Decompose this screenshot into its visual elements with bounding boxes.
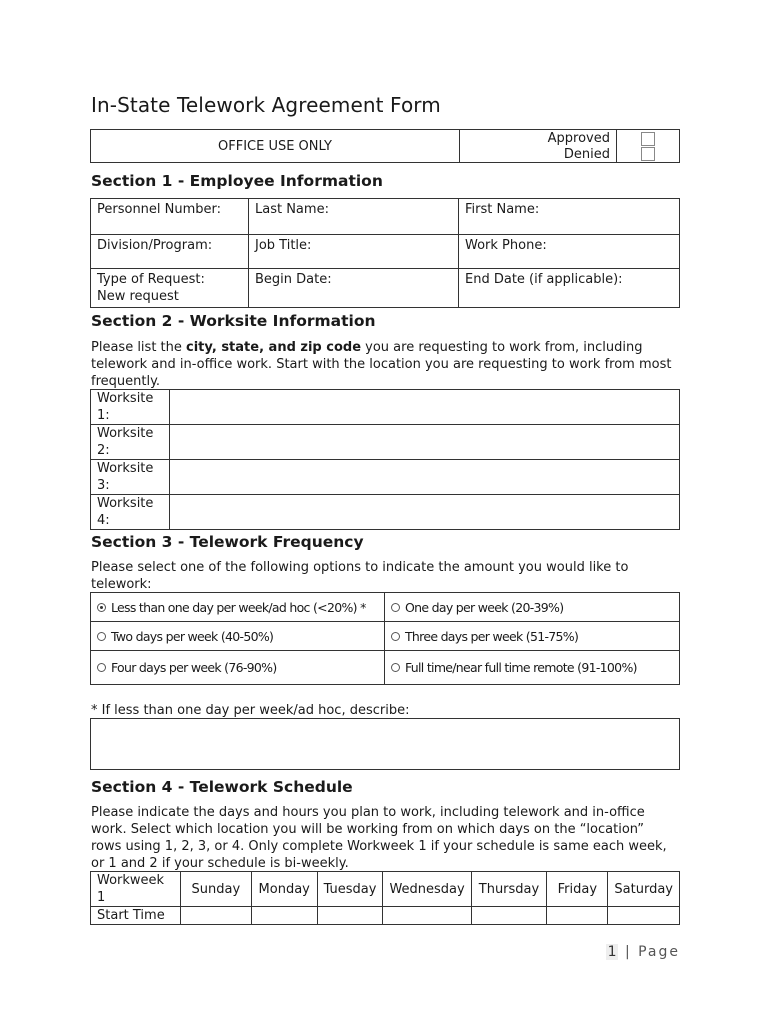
section2-heading: Section 2 - Worksite Information — [91, 312, 376, 330]
page-title: In-State Telework Agreement Form — [91, 93, 441, 117]
start-time-input[interactable] — [608, 907, 680, 925]
option-full-time[interactable]: Full time/near full time remote (91-100%) — [385, 651, 680, 685]
section2-intro: Please list the city, state, and zip code you are requesting to work from, including telework and in-office work. Start with the location you are requesting to work from most frequently. — [91, 340, 672, 389]
describe-label: * If less than one day per week/ad hoc, describe: — [91, 703, 410, 718]
radio-icon[interactable] — [97, 632, 106, 641]
job-title-field[interactable]: Job Title: — [249, 235, 459, 269]
day-header-wednesday: Wednesday — [383, 872, 471, 907]
start-time-label: Start Time — [91, 907, 181, 925]
worksite-4-input[interactable] — [170, 495, 680, 530]
personnel-number-field[interactable]: Personnel Number: — [91, 199, 249, 235]
office-use-box — [90, 129, 680, 163]
day-header-friday: Friday — [547, 872, 608, 907]
worksite-1-input[interactable] — [170, 390, 680, 425]
frequency-table — [90, 592, 680, 685]
section3-intro: Please select one of the following options to indicate the amount you would like to telework: — [91, 560, 629, 592]
day-header-tuesday: Tuesday — [317, 872, 383, 907]
start-time-input[interactable] — [383, 907, 471, 925]
option-two-days[interactable]: Two days per week (40-50%) — [91, 622, 385, 651]
start-time-input[interactable] — [180, 907, 251, 925]
worksite-3-label: Worksite 3: — [91, 460, 170, 495]
radio-icon[interactable] — [391, 603, 400, 612]
employee-info-table — [90, 198, 680, 308]
first-name-field[interactable]: First Name: — [459, 199, 680, 235]
page-number: 1 — [607, 944, 617, 960]
radio-icon[interactable] — [97, 663, 106, 672]
day-header-monday: Monday — [251, 872, 317, 907]
radio-selected-icon[interactable] — [97, 603, 106, 612]
work-phone-field[interactable]: Work Phone: — [459, 235, 680, 269]
section4-heading: Section 4 - Telework Schedule — [91, 778, 353, 796]
day-header-sunday: Sunday — [180, 872, 251, 907]
option-one-day[interactable]: One day per week (20-39%) — [385, 593, 680, 622]
option-four-days[interactable]: Four days per week (76-90%) — [91, 651, 385, 685]
start-time-input[interactable] — [547, 907, 608, 925]
worksite-2-input[interactable] — [170, 425, 680, 460]
denied-checkbox[interactable] — [641, 147, 655, 161]
worksite-table — [90, 389, 680, 530]
day-header-saturday: Saturday — [608, 872, 680, 907]
worksite-4-label: Worksite 4: — [91, 495, 170, 530]
approved-checkbox[interactable] — [641, 132, 655, 146]
schedule-table — [90, 871, 680, 925]
approved-label: Approved — [547, 131, 610, 146]
denied-label: Denied — [563, 147, 610, 162]
section4-intro: Please indicate the days and hours you plan to work, including telework and in-office work. Select which location you will be working from on which days on the “location” rows using 1, 2, 3, or 4. Only complete Workweek 1 if your schedule is same each week, or 1 and 2 if your schedule is bi-weekly. — [91, 805, 667, 871]
worksite-1-label: Worksite 1: — [91, 390, 170, 425]
workweek-label: Workweek 1 — [91, 872, 181, 907]
type-of-request-field[interactable]: Type of Request: New request — [91, 269, 249, 308]
begin-date-field[interactable]: Begin Date: — [249, 269, 459, 308]
worksite-3-input[interactable] — [170, 460, 680, 495]
section3-heading: Section 3 - Telework Frequency — [91, 533, 364, 551]
option-less-than-one-day[interactable]: Less than one day per week/ad hoc (<20%) * — [91, 593, 385, 622]
section1-heading: Section 1 - Employee Information — [91, 172, 383, 190]
radio-icon[interactable] — [391, 632, 400, 641]
end-date-field[interactable]: End Date (if applicable): — [459, 269, 680, 308]
describe-input[interactable] — [90, 718, 680, 770]
start-time-input[interactable] — [471, 907, 547, 925]
radio-icon[interactable] — [391, 663, 400, 672]
type-of-request-value[interactable]: New request — [97, 289, 179, 304]
day-header-thursday: Thursday — [471, 872, 547, 907]
start-time-input[interactable] — [317, 907, 383, 925]
page-footer: 1 | Page — [607, 944, 680, 960]
office-use-label: OFFICE USE ONLY — [91, 130, 460, 162]
division-field[interactable]: Division/Program: — [91, 235, 249, 269]
start-time-input[interactable] — [251, 907, 317, 925]
option-three-days[interactable]: Three days per week (51-75%) — [385, 622, 680, 651]
last-name-field[interactable]: Last Name: — [249, 199, 459, 235]
worksite-2-label: Worksite 2: — [91, 425, 170, 460]
